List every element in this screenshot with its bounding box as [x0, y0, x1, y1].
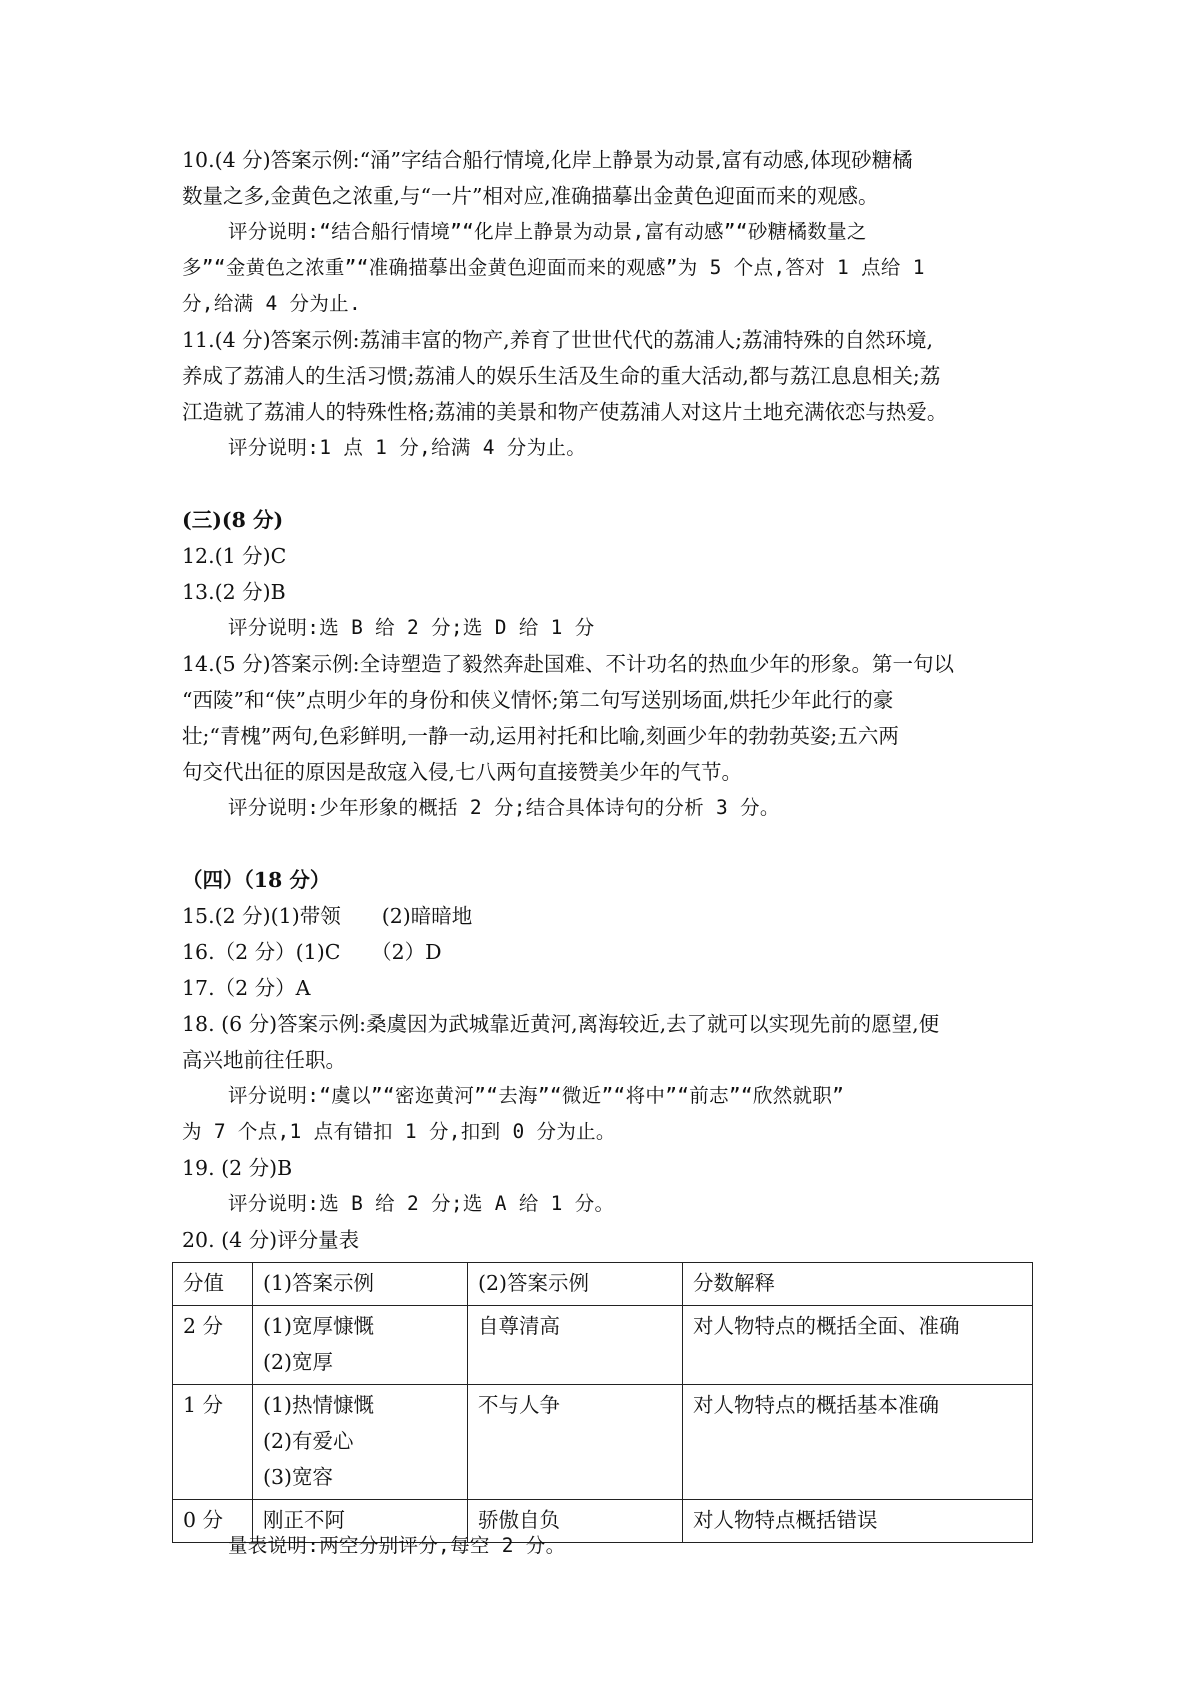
- row-explanation: 对人物特点的概括全面、准确: [683, 1306, 1033, 1385]
- q17-answer: 17.（2 分）A: [182, 976, 311, 1000]
- header-score: 分值: [173, 1263, 253, 1306]
- table-row: [173, 1306, 1033, 1385]
- q20-answer: 20. (4 分)评分量表: [182, 1228, 360, 1252]
- q16-answer: 16.（2 分）(1)C （2）D: [182, 940, 442, 964]
- q10-note-3: 分,给满 4 分为止.: [182, 292, 361, 315]
- q18-note-2: 为 7 个点,1 点有错扣 1 分,扣到 0 分为止。: [182, 1120, 616, 1143]
- row-answer-2: 骄傲自负: [468, 1500, 683, 1543]
- table-row: [173, 1385, 1033, 1500]
- answer-1-item: (2)有爱心: [263, 1429, 354, 1453]
- table-note: 量表说明:两空分别评分,每空 2 分。: [228, 1534, 566, 1557]
- q10-line-1: 10.(4 分)答案示例:“涌”字结合船行情境,化岸上静景为动景,富有动感,体现砂糖橘: [182, 148, 913, 172]
- q14-line-2: “西陵”和“侠”点明少年的身份和侠义情怀;第二句写送别场面,烘托少年此行的豪: [182, 688, 894, 712]
- scoring-table: [172, 1262, 1033, 1543]
- q18-line-2: 高兴地前往任职。: [182, 1048, 346, 1072]
- row-explanation: 对人物特点概括错误: [683, 1500, 1033, 1543]
- q13-note: 评分说明:选 B 给 2 分;选 D 给 1 分: [228, 616, 595, 639]
- q19-answer: 19. (2 分)B: [182, 1156, 293, 1180]
- row-answer-1: [253, 1385, 468, 1500]
- answer-1-item: 刚正不阿: [263, 1508, 345, 1532]
- section-4-title: （四）（18 分）: [182, 868, 331, 892]
- q14-note: 评分说明:少年形象的概括 2 分;结合具体诗句的分析 3 分。: [228, 796, 780, 819]
- q11-line-2: 养成了荔浦人的生活习惯;荔浦人的娱乐生活及生命的重大活动,都与荔江息息相关;荔: [182, 364, 941, 388]
- q13-answer: 13.(2 分)B: [182, 580, 286, 604]
- q18-note-1: 评分说明:“虞以”“密迩黄河”“去海”“微近”“将中”“前志”“欣然就职”: [228, 1084, 845, 1107]
- q14-line-4: 句交代出征的原因是敌寇入侵,七八两句直接赞美少年的气节。: [182, 760, 743, 784]
- q10-line-2: 数量之多,金黄色之浓重,与“一片”相对应,准确描摹出金黄色迎面而来的观感。: [182, 184, 879, 208]
- q19-note: 评分说明:选 B 给 2 分;选 A 给 1 分。: [228, 1192, 615, 1215]
- q14-line-1: 14.(5 分)答案示例:全诗塑造了毅然奔赴国难、不计功名的热血少年的形象。第一句以: [182, 652, 955, 676]
- row-answer-2: 不与人争: [468, 1385, 683, 1500]
- row-explanation: 对人物特点的概括基本准确: [683, 1385, 1033, 1500]
- answer-1-item: (1)宽厚慷慨: [263, 1314, 375, 1338]
- section-3-title: (三)(8 分): [182, 508, 284, 532]
- header-answer-1: (1)答案示例: [253, 1263, 468, 1306]
- q11-line-1: 11.(4 分)答案示例:荔浦丰富的物产,养育了世世代代的荔浦人;荔浦特殊的自然环境,: [182, 328, 934, 352]
- q18-line-1: 18. (6 分)答案示例:桑虞因为武城靠近黄河,离海较近,去了就可以实现先前的愿望,便: [182, 1012, 940, 1036]
- q14-line-3: 壮;“青槐”两句,色彩鲜明,一静一动,运用衬托和比喻,刻画少年的勃勃英姿;五六两: [182, 724, 899, 748]
- table-header-row: [173, 1263, 1033, 1306]
- q11-line-3: 江造就了荔浦人的特殊性格;荔浦的美景和物产使荔浦人对这片土地充满依恋与热爱。: [182, 400, 948, 424]
- row-score: 1 分: [173, 1385, 253, 1500]
- row-answer-1: [253, 1306, 468, 1385]
- row-answer-2: 自尊清高: [468, 1306, 683, 1385]
- q10-note-2: 多”“金黄色之浓重”“准确描摹出金黄色迎面而来的观感”为 5 个点,答对 1 点给 1: [182, 256, 925, 279]
- answer-1-item: (3)宽容: [263, 1465, 334, 1489]
- q10-note-1: 评分说明:“结合船行情境”“化岸上静景为动景,富有动感”“砂糖橘数量之: [228, 220, 867, 243]
- row-score: 2 分: [173, 1306, 253, 1385]
- row-score: 0 分: [173, 1500, 253, 1543]
- answer-1-item: (2)宽厚: [263, 1350, 334, 1374]
- q12-answer: 12.(1 分)C: [182, 544, 287, 568]
- q15-answer: 15.(2 分)(1)带领 (2)暗暗地: [182, 904, 473, 928]
- q11-note-1: 评分说明:1 点 1 分,给满 4 分为止。: [228, 436, 586, 459]
- header-answer-2: (2)答案示例: [468, 1263, 683, 1306]
- header-explanation: 分数解释: [683, 1263, 1033, 1306]
- answer-1-item: (1)热情慷慨: [263, 1393, 375, 1417]
